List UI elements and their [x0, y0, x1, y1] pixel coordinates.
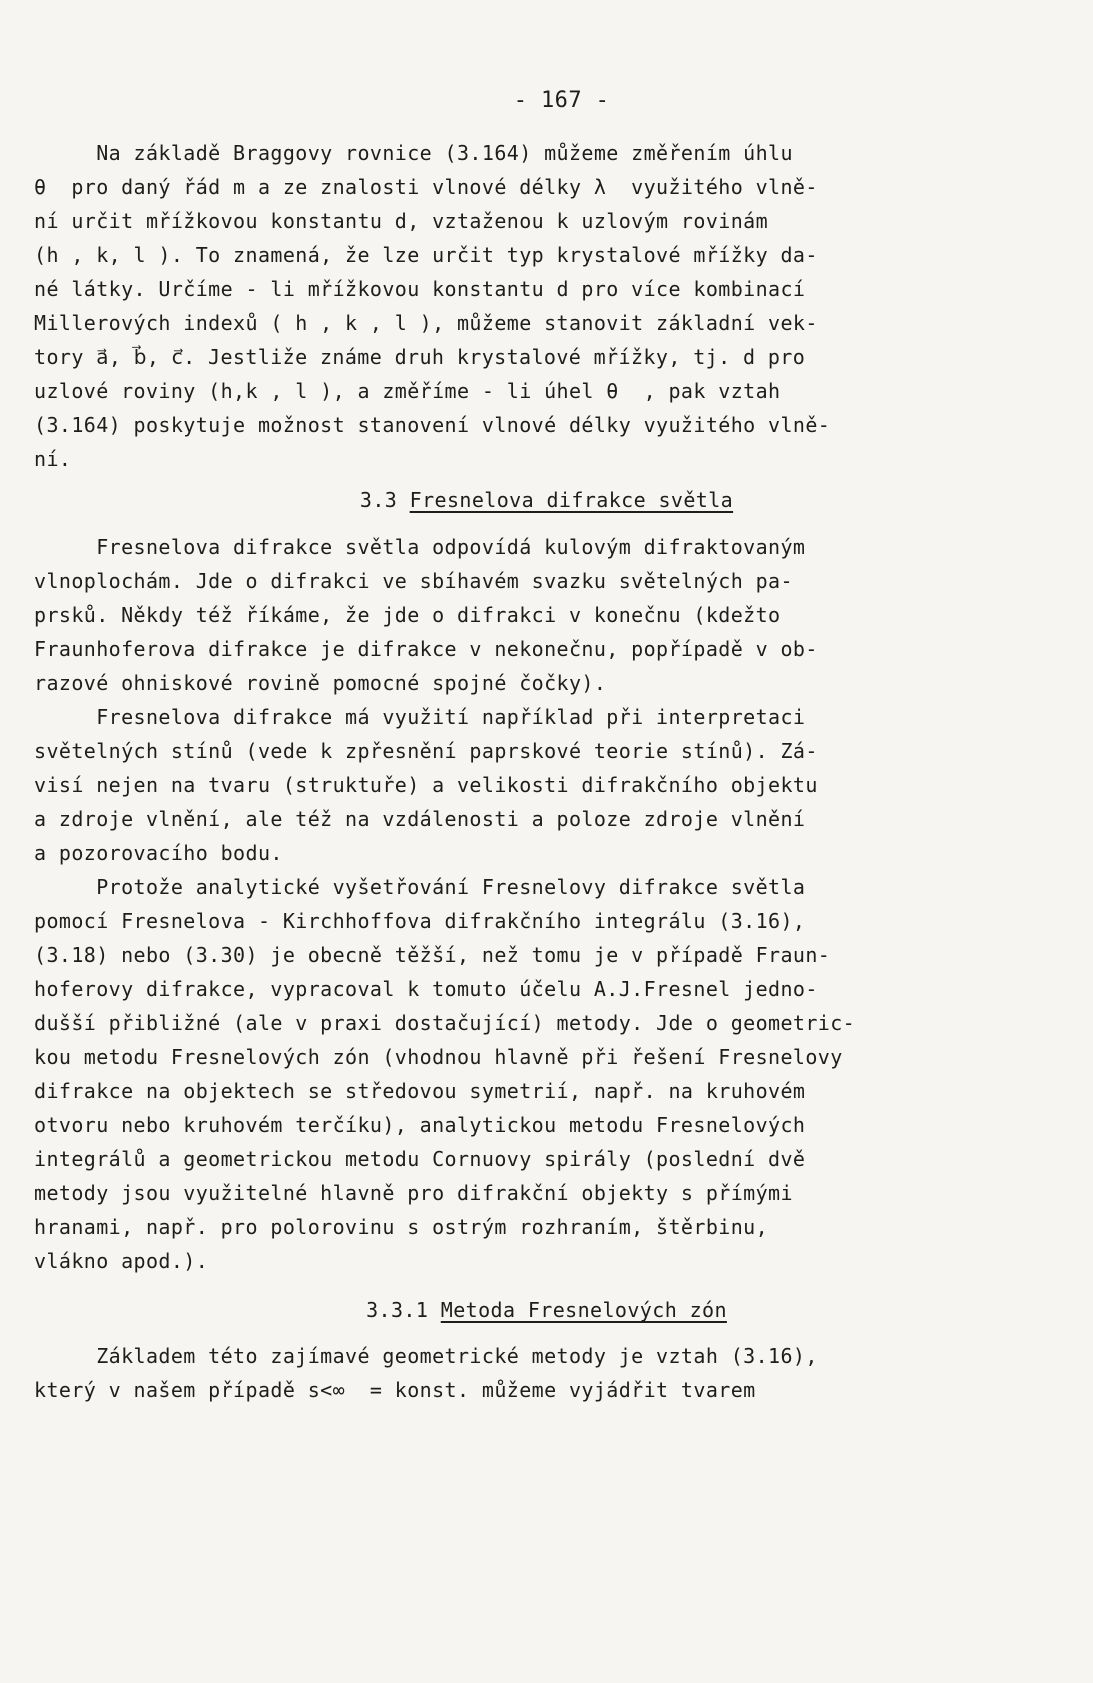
- text-line: Základem této zajímavé geometrické metody je vztah (3.16),: [34, 1344, 818, 1368]
- text-line: ní určit mřížkovou konstantu d, vztaženou k uzlovým rovinám: [34, 209, 769, 233]
- text-line: kou metodu Fresnelových zón (vhodnou hlavně při řešení Fresnelovy: [34, 1045, 843, 1069]
- section-number: 3.3: [359, 488, 410, 512]
- text-line: který v našem případě s<∞ = konst. můžeme vyjádřit tvarem: [34, 1378, 756, 1402]
- text-line: Fresnelova difrakce má využití například při interpretaci: [34, 705, 806, 729]
- text-line: θ pro daný řád m a ze znalosti vlnové délky λ využitého vlně-: [34, 175, 818, 199]
- text-line: tory a⃗, b⃗, c⃗. Jestliže známe druh krystalové mřížky, tj. d pro: [34, 345, 806, 369]
- text-line: Fraunhoferova difrakce je difrakce v nekonečnu, popřípadě v ob-: [34, 637, 818, 661]
- text-line: dušší přibližné (ale v praxi dostačující) metody. Jde o geometric-: [34, 1011, 856, 1035]
- text-line: né látky. Určíme - li mřížkovou konstantu d pro více kombinací: [34, 277, 806, 301]
- text-line: pomocí Fresnelova - Kirchhoffova difrakčního integrálu (3.16),: [34, 909, 806, 933]
- text-line: ní.: [34, 447, 72, 471]
- text-line: prsků. Někdy též říkáme, že jde o difrakci v konečnu (kdežto: [34, 603, 781, 627]
- section-title: Fresnelova difrakce světla: [409, 488, 734, 512]
- text-line: razové ohniskové rovině pomocné spojné čočky).: [34, 671, 607, 695]
- page-number: - 167 -: [513, 88, 610, 113]
- text-line: Na základě Braggovy rovnice (3.164) můžeme změřením úhlu: [34, 141, 793, 165]
- subsection-number: 3.3.1: [366, 1298, 441, 1322]
- section-heading: [0, 487, 1093, 513]
- text-line: světelných stínů (vede k zpřesnění paprskové teorie stínů). Zá-: [34, 739, 818, 763]
- text-line: integrálů a geometrickou metodu Cornuovy spirály (poslední dvě: [34, 1147, 806, 1171]
- text-line: visí nejen na tvaru (struktuře) a velikosti difrakčního objektu: [34, 773, 818, 797]
- text-line: Millerových indexů ( h , k , l ), můžeme stanovit základní vek-: [34, 311, 818, 335]
- text-line: hoferovy difrakce, vypracoval k tomuto účelu A.J.Fresnel jedno-: [34, 977, 818, 1001]
- text-line: difrakce na objektech se středovou symetrií, např. na kruhovém: [34, 1079, 806, 1103]
- text-line: (3.18) nebo (3.30) je obecně těžší, než tomu je v případě Fraun-: [34, 943, 831, 967]
- text-line: Protože analytické vyšetřování Fresnelovy difrakce světla: [34, 875, 806, 899]
- subsection-title: Metoda Fresnelových zón: [440, 1298, 727, 1322]
- text-line: vlnoplochám. Jde o difrakci ve sbíhavém svazku světelných pa-: [34, 569, 793, 593]
- text-line: metody jsou využitelné hlavně pro difrakční objekty s přímými: [34, 1181, 793, 1205]
- text-line: a pozorovacího bodu.: [34, 841, 283, 865]
- text-line: (3.164) poskytuje možnost stanovení vlnové délky využitého vlně-: [34, 413, 831, 437]
- text-line: vlákno apod.).: [34, 1249, 209, 1273]
- text-line: (h , k, l ). To znamená, že lze určit typ krystalové mřížky da-: [34, 243, 818, 267]
- text-line: Fresnelova difrakce světla odpovídá kulovým difraktovaným: [34, 535, 806, 559]
- subsection-heading: [0, 1297, 1093, 1323]
- text-line: otvoru nebo kruhovém terčíku), analytickou metodu Fresnelových: [34, 1113, 806, 1137]
- text-line: a zdroje vlnění, ale též na vzdálenosti a poloze zdroje vlnění: [34, 807, 806, 831]
- text-line: uzlové roviny (h,k , l ), a změříme - li úhel θ , pak vztah: [34, 379, 781, 403]
- text-line: hranami, např. pro polorovinu s ostrým rozhraním, štěrbinu,: [34, 1215, 769, 1239]
